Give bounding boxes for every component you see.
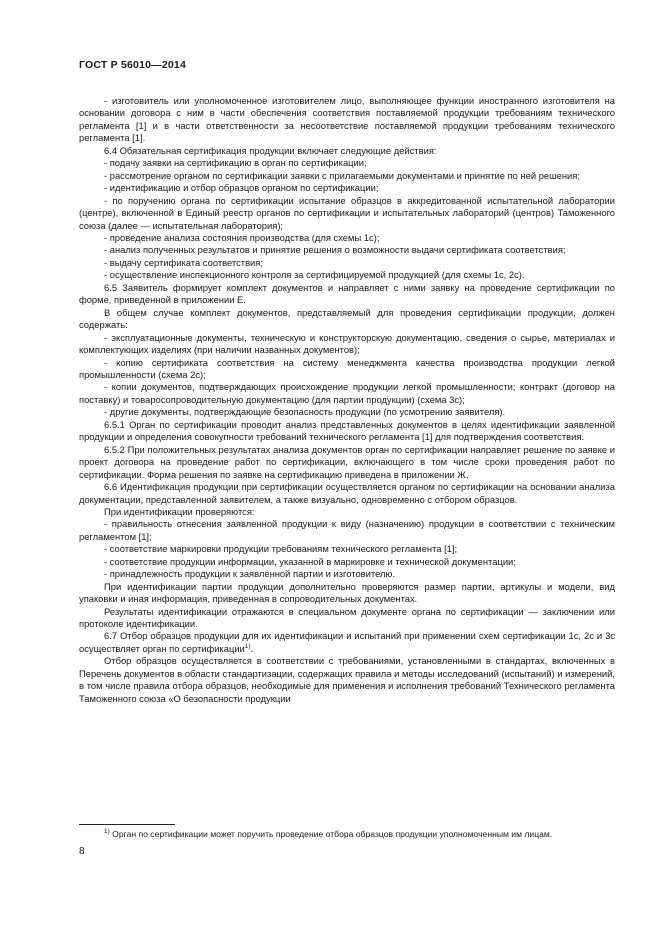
paragraph-text: 6.7 Отбор образцов продукции для их идентификации и испытаний при применении схем сертификации 1с, 2с и 3с осуществляет орган по сертификации: [79, 630, 615, 654]
paragraph-text: 6.5.1 Орган по сертификации проводит анализ представленных документов в целях идентификации заявленной продукции и определения совокупности требований технического регламента [1] для подтверждения соответствия.: [79, 418, 615, 443]
paragraph: [79, 170, 615, 182]
paragraph: [79, 556, 615, 568]
paragraph-text: - подачу заявки на сертификацию в орган по сертификации;: [104, 157, 367, 169]
document-body: [79, 95, 615, 705]
paragraph-text: 6.5.2 При положительных результатах анализа документов орган по сертификации направляет решение по заявке и проект договора на проведение работ по сертификации, включающего в том числе сроки проведения работ по сертификации. Форма решения по заявке на сертификацию приведена в приложении Ж.: [79, 443, 615, 480]
paragraph: [79, 419, 615, 444]
paragraph: [79, 145, 615, 157]
paragraph-text: - принадлежность продукции к заявленной партии и изготовителю.: [104, 568, 396, 580]
paragraph-text: - изготовитель или уполномоченное изготовителем лицо, выполняющее функции иностранного изготовителя на основании договора с ним в части обеспечения соответствия поставляемой продукции требованиям технического регламента [1] и в части ответственности за несоответствие поставляемой продукции требованиям технического регламента [1].: [79, 95, 615, 144]
paragraph-text: - анализ полученных результатов и принятие решения о возможности выдачи сертификата соответствия;: [104, 244, 566, 256]
paragraph: [79, 282, 615, 307]
paragraph-text: - выдачу сертификата соответствия;: [104, 256, 263, 268]
paragraph-text: Отбор образцов осуществляется в соответствии с требованиями, установленными в стандартах, включенных в Перечень документов в области стандартизации, содержащих правила и методы исследований (испытаний) и измерений, в том числе правила отбора образцов, необходимые для применения и исполнения требований Технического регламента Таможенного союза «О безопасности продукции: [79, 655, 615, 704]
paragraph: [79, 518, 615, 543]
paragraph-text: - соответствие маркировки продукции требованиям технического регламента [1];: [104, 543, 458, 555]
paragraph: [79, 307, 615, 332]
paragraph: [79, 481, 615, 506]
paragraph: [79, 195, 615, 232]
paragraph: [79, 543, 615, 555]
paragraph-tail: .: [250, 642, 254, 654]
paragraph-text: - идентификацию и отбор образцов органом по сертификации;: [104, 182, 379, 194]
paragraph: [79, 269, 615, 281]
paragraph-text: - соответствие продукции информации, указанной в маркировке и технической документации;: [104, 555, 516, 567]
paragraph-text: 6.4 Обязательная сертификация продукции включает следующие действия:: [104, 144, 437, 156]
paragraph-text: - осуществление инспекционного контроля за сертифицируемой продукцией (для схемы 1с, 2с).: [104, 269, 525, 281]
paragraph-text: - правильность отнесения заявленной продукции к виду (назначению) продукции в соответствии с техническим регламентом [1];: [79, 518, 615, 542]
paragraph-text: - копию сертификата соответствия на систему менеджмента качества производства продукции легкой промышленности (схема 2с);: [79, 356, 615, 380]
paragraph: [79, 157, 615, 169]
paragraph: [79, 581, 615, 606]
paragraph: [79, 232, 615, 244]
paragraph-text: При идентификации проверяются:: [104, 505, 255, 517]
paragraph: [79, 506, 615, 518]
paragraph: [79, 182, 615, 194]
footnote: [79, 829, 615, 840]
footnote-text: Орган по сертификации может поручить проведение отбора образцов продукции уполномоченным им лицам.: [109, 829, 553, 839]
document-header: ГОСТ Р 56010—2014: [79, 59, 187, 71]
paragraph-text: При идентификации партии продукции дополнительно проверяются размер партии, артикулы и модели, вид упаковки и иная информация, приведенная в сопроводительных документах.: [79, 580, 615, 605]
paragraph: [79, 655, 615, 705]
paragraph: [79, 357, 615, 382]
paragraph: [79, 381, 615, 406]
paragraph: [79, 95, 615, 145]
paragraph: [79, 606, 615, 631]
paragraph: [79, 244, 615, 256]
footnote-reference: 1): [244, 642, 251, 650]
footnote-divider: [79, 824, 175, 825]
footnote-marker: 1): [104, 828, 110, 836]
paragraph-text: Результаты идентификации отражаются в специальном документе органа по сертификации — заключении или протоколе идентификации.: [79, 605, 615, 630]
paragraph: [79, 406, 615, 418]
paragraph: [79, 568, 615, 580]
page-number: 8: [79, 846, 85, 857]
paragraph: [79, 630, 615, 655]
paragraph-text: - эксплуатационные документы, техническую и конструкторскую документацию, сведения о сырье, материалах и комплектующих изделиях (при наличии названных документов);: [79, 331, 615, 356]
paragraph-text: 6.6 Идентификация продукции при сертификации осуществляется органом по сертификации на основании анализа документации, представленной заявителем, а также визуально, одновременно с отбором образцов.: [79, 481, 615, 505]
paragraph-text: В общем случае комплект документов, представляемый для проведения сертификации продукции, должен содержать:: [79, 306, 615, 331]
paragraph: [79, 444, 615, 481]
paragraph: [79, 332, 615, 357]
paragraph-text: - по поручению органа по сертификации испытание образцов в аккредитованной испытательной лаборатории (центре), включенной в Единый реестр органов по сертификации и испытательных лабораторий (центров) Таможенного союза (далее — испытательная лаборатория);: [79, 194, 615, 231]
paragraph: [79, 257, 615, 269]
paragraph-text: - другие документы, подтверждающие безопасность продукции (по усмотрению заявителя).: [104, 406, 506, 418]
paragraph-text: 6.5 Заявитель формирует комплект документов и направляет с ними заявку на проведение сертификации по форме, приведенной в приложении Е.: [79, 281, 615, 306]
paragraph-text: - копии документов, подтверждающих происхождение продукции легкой промышленности; контракт (договор на поставку) и товаросопроводительную документацию (для партии продукции) (схема 3с);: [79, 381, 615, 405]
paragraph-text: - проведение анализа состояния производства (для схемы 1с);: [104, 231, 380, 243]
paragraph-text: - рассмотрение органом по сертификации заявки с прилагаемыми документами и принятие по ней решения;: [104, 169, 580, 181]
